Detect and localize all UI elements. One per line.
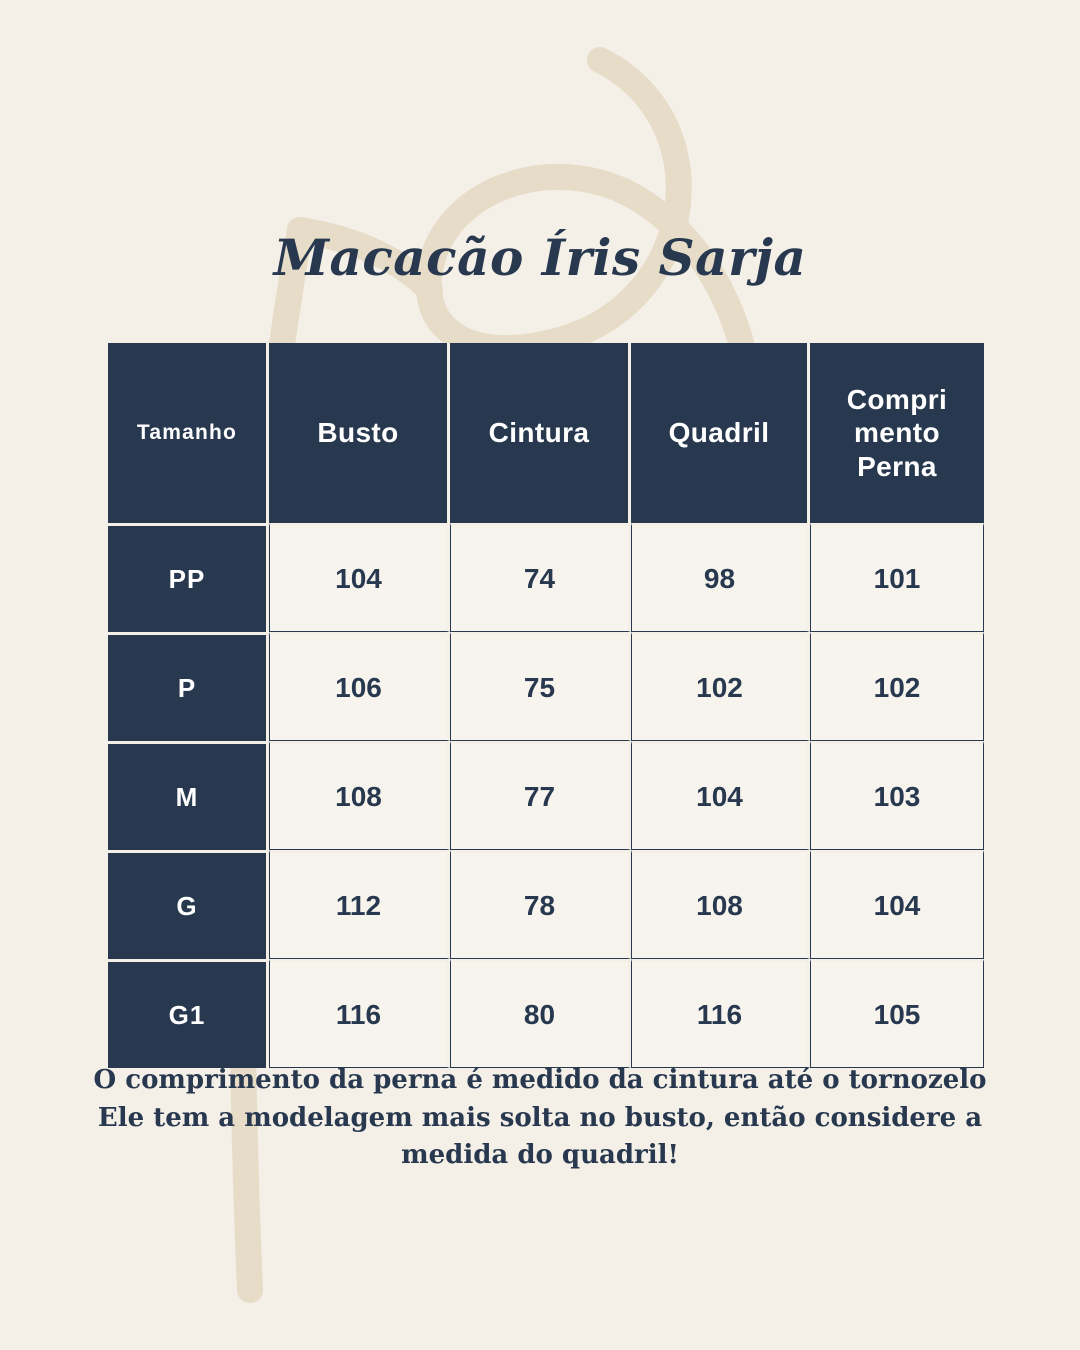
column-header-busto: Busto — [269, 343, 450, 523]
cell-quadril: 98 — [631, 523, 810, 632]
column-header-comprimento-line2: mento — [854, 417, 940, 449]
size-table — [108, 343, 984, 1068]
cell-quadril: 108 — [631, 850, 810, 959]
column-header-quadril: Quadril — [631, 343, 810, 523]
cell-size: G — [108, 850, 269, 959]
cell-cintura: 74 — [450, 523, 631, 632]
cell-comprimento-perna: 102 — [810, 632, 984, 741]
size-table-container — [108, 343, 972, 1068]
cell-quadril: 102 — [631, 632, 810, 741]
cell-comprimento-perna: 104 — [810, 850, 984, 959]
cell-size: P — [108, 632, 269, 741]
table-header — [108, 343, 984, 523]
cell-size: G1 — [108, 959, 269, 1068]
measurement-note-line-3: medida do quadril! — [401, 1140, 679, 1171]
cell-comprimento-perna: 103 — [810, 741, 984, 850]
cell-quadril: 104 — [631, 741, 810, 850]
cell-size: M — [108, 741, 269, 850]
page-title: Macacão Íris Sarja — [273, 228, 807, 287]
cell-comprimento-perna: 101 — [810, 523, 984, 632]
measurement-note-line-1: O comprimento da perna é medido da cintura até o tornozelo — [93, 1065, 987, 1095]
cell-cintura: 80 — [450, 959, 631, 1068]
table-row — [108, 632, 984, 741]
measurement-note-line-2: Ele tem a modelagem mais solta no busto, então considere a — [97, 1102, 983, 1133]
cell-busto: 112 — [269, 850, 450, 959]
cell-cintura: 75 — [450, 632, 631, 741]
cell-cintura: 78 — [450, 850, 631, 959]
table-row — [108, 741, 984, 850]
cell-cintura: 77 — [450, 741, 631, 850]
cell-busto: 104 — [269, 523, 450, 632]
column-header-comprimento-line3: Perna — [857, 450, 937, 482]
column-header-cintura: Cintura — [450, 343, 631, 523]
column-header-comprimento-line1: Compri — [846, 384, 948, 416]
table-header-row — [108, 343, 984, 523]
table-body — [108, 523, 984, 1068]
cell-comprimento-perna: 105 — [810, 959, 984, 1068]
column-header-tamanho: Tamanho — [108, 343, 269, 523]
measurement-note — [0, 1062, 1080, 1175]
cell-size: PP — [108, 523, 269, 632]
cell-busto: 108 — [269, 741, 450, 850]
cell-quadril: 116 — [631, 959, 810, 1068]
table-row — [108, 850, 984, 959]
cell-busto: 106 — [269, 632, 450, 741]
column-header-comprimento-perna — [810, 343, 984, 523]
cell-busto: 116 — [269, 959, 450, 1068]
table-row — [108, 959, 984, 1068]
table-row — [108, 523, 984, 632]
